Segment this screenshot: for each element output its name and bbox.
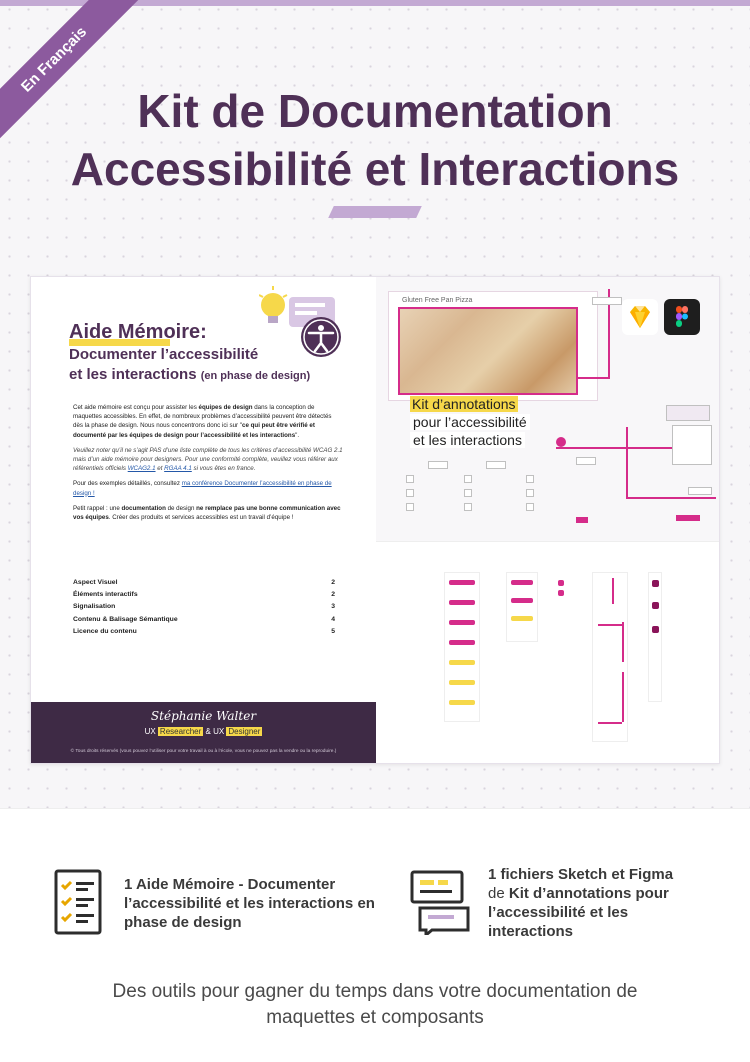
annotation-line	[626, 497, 716, 499]
feature-2-line4: interactions	[488, 923, 574, 940]
pizza-image	[398, 307, 578, 395]
variant-pill	[449, 700, 475, 705]
pizza-name: Gluten Free Pan Pizza	[402, 297, 473, 304]
title-underline-bar	[328, 206, 422, 218]
mockup-checkbox	[464, 489, 472, 497]
mockup-checkbox	[464, 475, 472, 483]
annotation-kit-preview	[376, 277, 720, 764]
mockup-checkbox	[406, 475, 414, 483]
annotation-tag	[576, 517, 588, 523]
product-preview	[30, 276, 720, 764]
variant-pill	[511, 580, 533, 585]
variant-pill	[449, 600, 475, 605]
cheat-sheet-footer	[31, 702, 376, 764]
annotation-line	[556, 447, 672, 449]
aide-paragraph-4: Petit rappel : une documentation de design ne remplace pas une bonne communication avec vos équipes. Créer des produits et services accessibles est un travail d’équipe !	[73, 504, 341, 522]
annotation-line	[626, 427, 628, 497]
mockup-field	[666, 405, 710, 421]
checklist-icon	[54, 869, 102, 935]
variant-pill	[449, 680, 475, 685]
kit-label-line3: et les interactions	[410, 431, 560, 449]
author-signature: Stéphanie Walter	[150, 709, 257, 723]
toc-row[interactable]: Aspect Visuel 2	[73, 579, 335, 586]
mockup-checkbox	[406, 503, 414, 511]
aide-body	[73, 403, 343, 528]
annotation-line	[576, 377, 610, 379]
component-variants-preview	[376, 541, 720, 764]
tagline	[40, 979, 710, 1031]
kit-label-line1: Kit d’annotations	[412, 396, 516, 412]
aide-paragraph-3: Pour des exemples détaillés, consultez ma conférence Documenter l’accessibilité en phase de design !	[73, 480, 332, 497]
annotation-line	[622, 672, 624, 722]
aide-paragraph-1: Cet aide mémoire est conçu pour assister les équipes de design dans la conception de maquettes accessibles. En effet, de nombreux problèmes d’accessibilité peuvent être détectés dès la phase de design. Nous nous concentrons donc ici sur "ce qui peut être vérifié et documenté par les équipes de design pour l’accessibilité et les interactions".	[73, 404, 332, 439]
variant-pill	[449, 580, 475, 585]
annotation-line	[612, 578, 614, 604]
annotated-mockup	[376, 277, 720, 541]
variant-marker	[558, 590, 564, 596]
variant-marker	[652, 602, 659, 609]
variant-pill	[449, 640, 475, 645]
toc-row[interactable]: Éléments interactifs 2	[73, 591, 335, 599]
aide-paragraph-2: Veuillez noter qu’il ne s’agit PAS d’une liste complète de tous les critères d’accessibilité WCAG 2.1 mais d’un aide mémoire pour designers. Pour une conformité complète, veuillez vous référer aux référentiels officiels WCAG2.1 et RGAA 4.1 si vous êtes en france.	[73, 446, 343, 473]
aide-title: Aide Mémoire:	[69, 321, 207, 343]
feature-1-line2: l’accessibilité et les interactions en	[124, 895, 375, 912]
kit-label-line2: pour l’accessibilité	[410, 413, 560, 431]
page-title	[0, 82, 750, 198]
feature-2-line3: l’accessibilité et les	[488, 904, 629, 921]
table-of-contents	[73, 579, 335, 640]
sketch-icon	[622, 299, 658, 335]
tagline-line1: Des outils pour gagner du temps dans votre documentation de	[112, 981, 638, 1002]
variant-pill	[449, 620, 475, 625]
mockup-field	[592, 297, 622, 305]
kit-label	[410, 395, 560, 449]
annotation-line	[598, 624, 622, 626]
mockup-checkbox	[406, 489, 414, 497]
variant-marker	[652, 626, 659, 633]
conference-link[interactable]: ma conférence Documenter l’accessibilité en phase de design !	[73, 480, 332, 497]
mockup-checkbox	[526, 503, 534, 511]
sketch-logo-tile	[622, 299, 658, 335]
title-line-1: Kit de Documentation	[137, 85, 613, 137]
aide-subtitle	[69, 345, 310, 386]
author-role: UX Researcher & UX Designer	[144, 727, 261, 736]
mockup-checkbox	[526, 475, 534, 483]
annotation-line	[622, 622, 624, 662]
cheat-sheet-page	[31, 277, 376, 764]
annotation-kit-icon	[408, 869, 474, 935]
mockup-checkbox	[526, 489, 534, 497]
figma-icon	[664, 299, 700, 335]
variant-pill	[511, 598, 533, 603]
toc-row[interactable]: Contenu & Balisage Sémantique 4	[73, 615, 335, 623]
mockup-field	[428, 461, 448, 469]
feature-2-line1: 1 fichiers Sketch et Figma	[488, 866, 674, 883]
tagline-line2: maquettes et composants	[266, 1007, 484, 1028]
feature-1-line1: 1 Aide Mémoire - Documenter	[124, 876, 336, 893]
mockup-field	[576, 457, 596, 465]
feature-annotation-kit	[488, 865, 718, 941]
mockup-field	[672, 425, 712, 465]
toc-row[interactable]: Signalisation 3	[73, 603, 335, 611]
aide-subtitle-small: (en phase de design)	[200, 370, 311, 382]
toc-row[interactable]: Licence du contenu 5	[73, 627, 335, 635]
variant-pill	[511, 616, 533, 621]
variant-column	[648, 572, 662, 702]
annotation-line	[598, 722, 622, 724]
variant-pill	[449, 660, 475, 665]
rgaa-link[interactable]: RGAA 4.1	[164, 465, 192, 473]
feature-2-line2: de Kit d’annotations pour	[488, 885, 669, 902]
feature-1-line3: phase de design	[124, 914, 242, 931]
variant-marker	[558, 580, 564, 586]
ribbon-label: En Français	[0, 0, 151, 157]
figma-logo-tile	[664, 299, 700, 335]
mockup-checkbox	[464, 503, 472, 511]
aide-subtitle-line2-main: et les interactions	[69, 366, 197, 383]
annotation-tag	[676, 515, 700, 521]
features-section	[0, 808, 750, 1062]
feature-cheat-sheet	[124, 875, 399, 932]
copyright-notice: © Tous droits réservés (vous pouvez l’utiliser pour votre travail à ou à l’école, vous ne pouvez pas la vendre ou la reproduire.)	[70, 749, 337, 754]
aide-subtitle-line2	[69, 365, 310, 386]
mockup-checkbox	[688, 487, 712, 495]
mockup-field	[486, 461, 506, 469]
aide-subtitle-line1: Documenter l’accessibilité	[69, 346, 259, 363]
variant-marker	[652, 580, 659, 587]
wcag-link[interactable]: WCAG2.1	[127, 465, 156, 473]
title-line-2: Accessibilité et Interactions	[70, 143, 680, 195]
